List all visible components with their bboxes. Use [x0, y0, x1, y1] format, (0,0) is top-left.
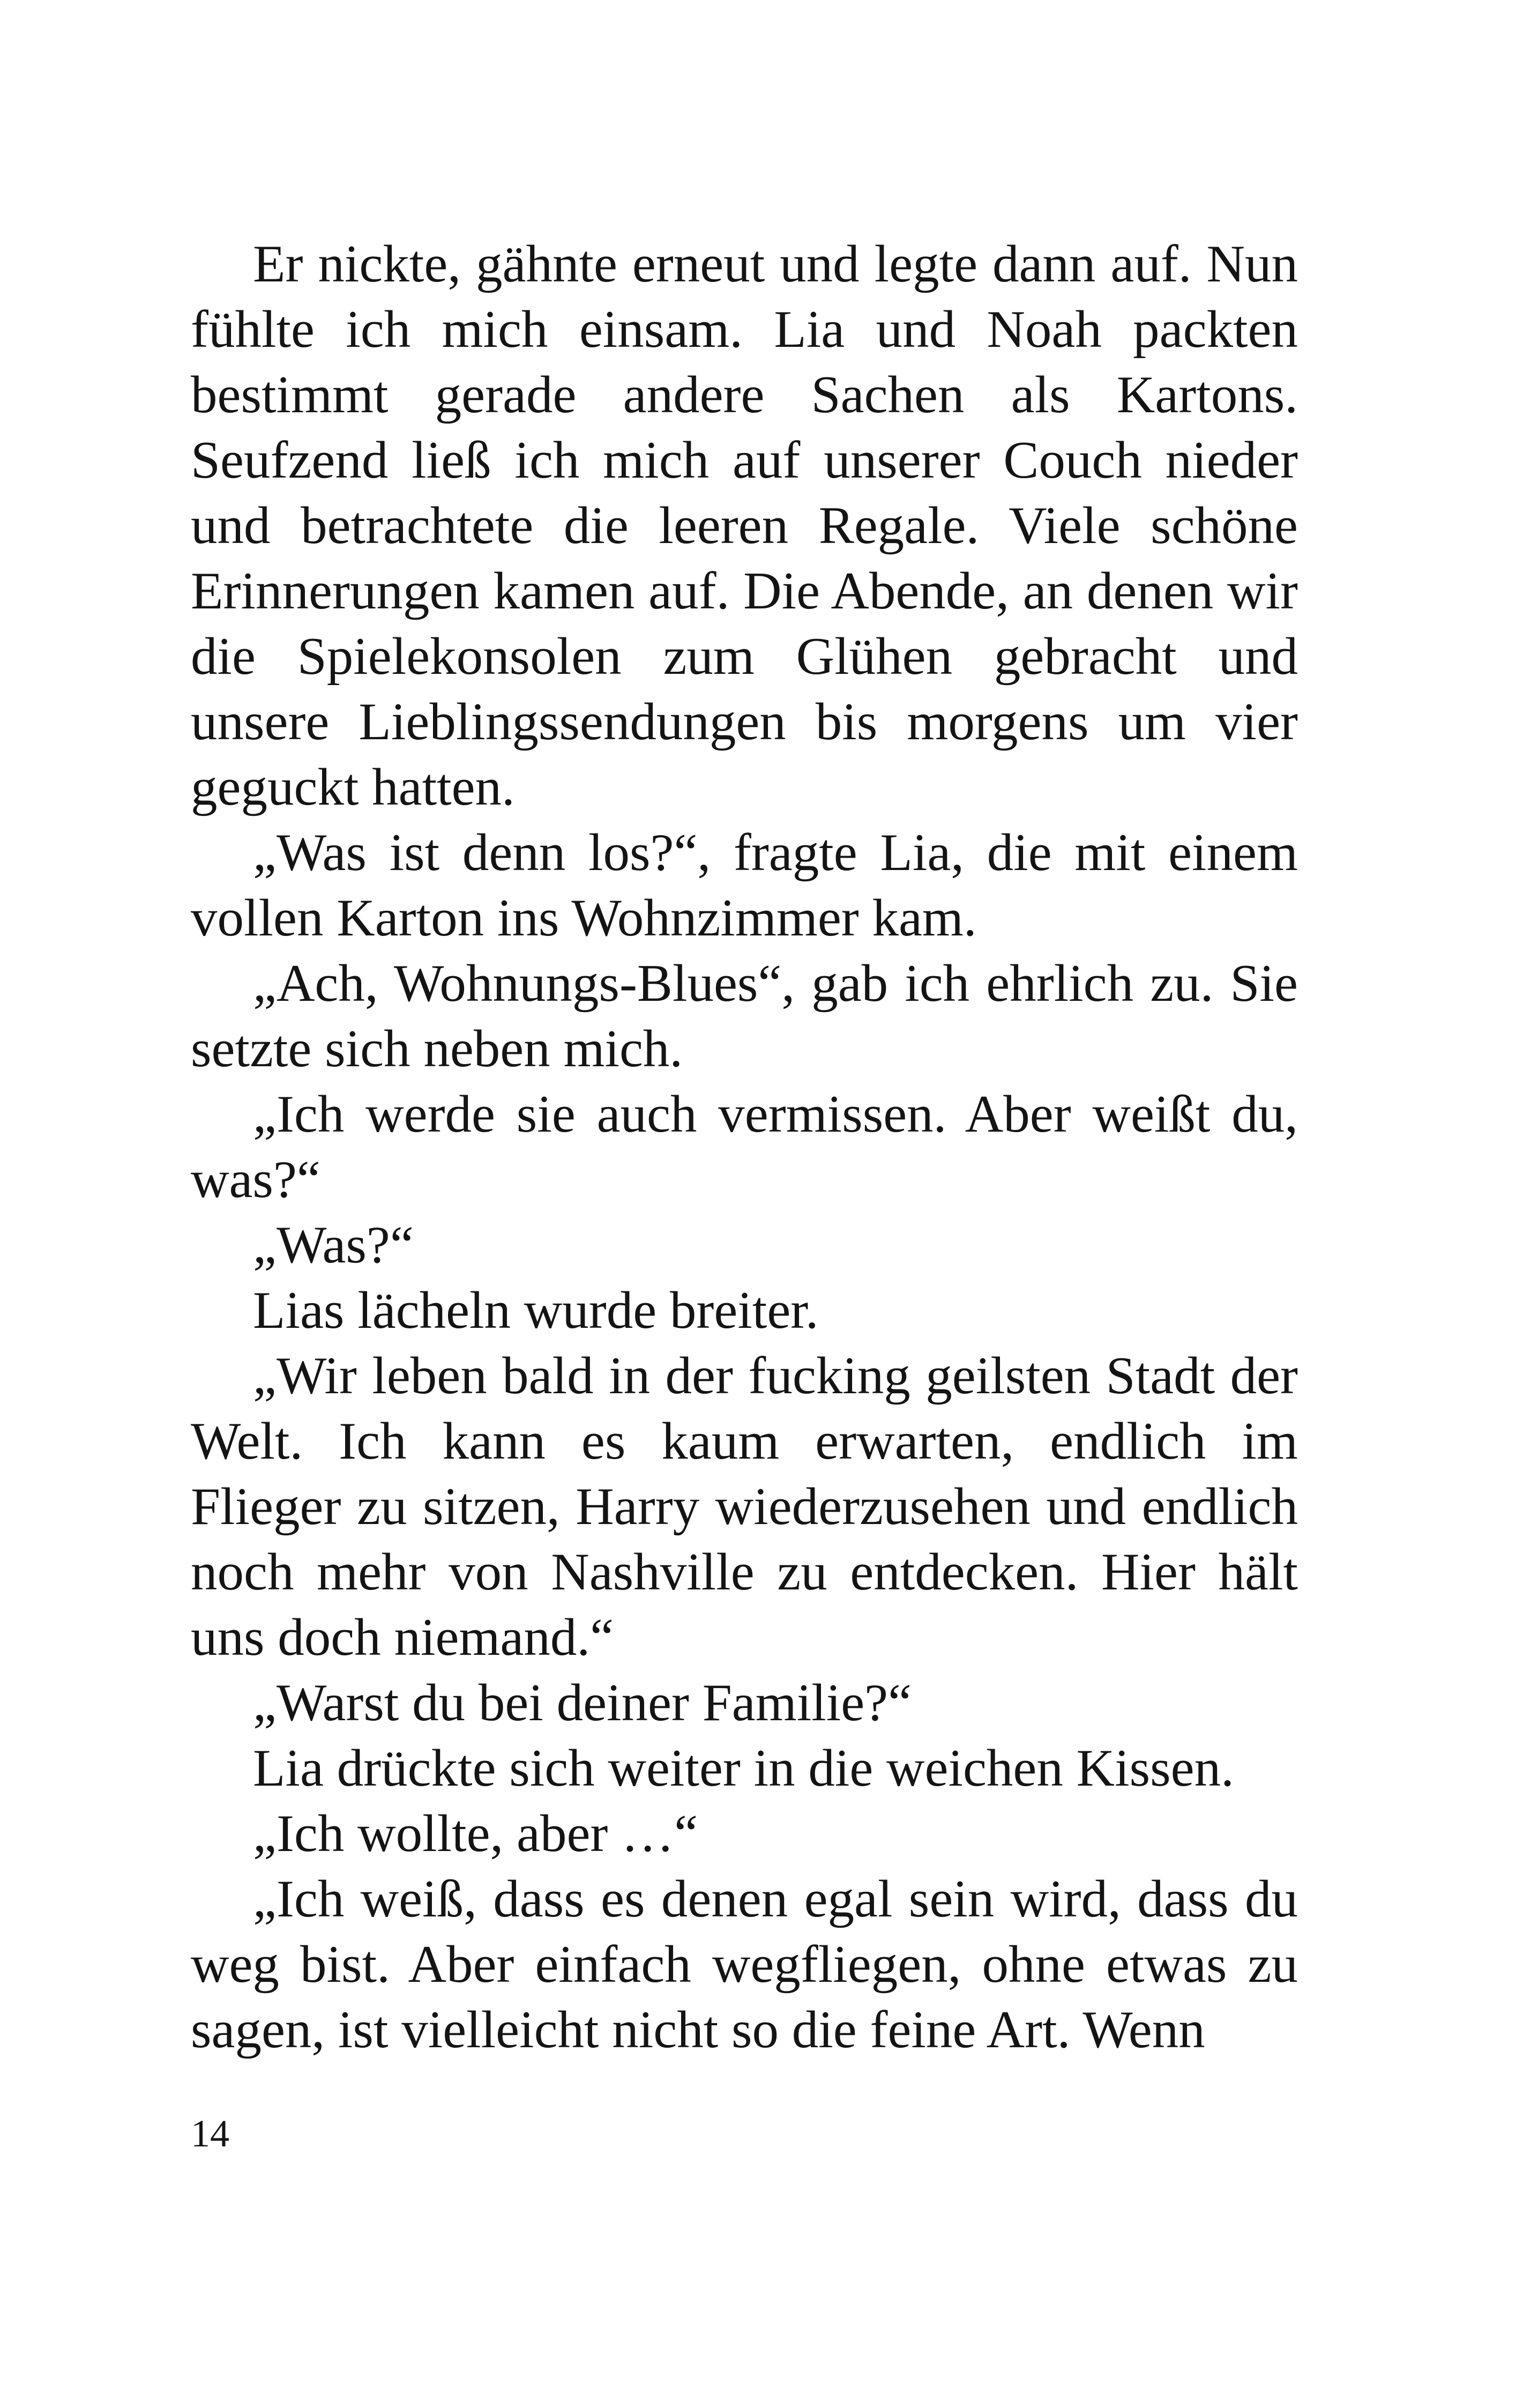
paragraph: „Ich weiß, dass es denen egal sein wird, dass du weg bist. Aber einfach wegfliegen, ohne etwas zu sagen, ist vielleicht nicht so die feine Art. Wenn [191, 1870, 1298, 2059]
paragraph: „Ach, Wohnungs-Blues“, gab ich ehrlich zu. Sie setzte sich neben mich. [191, 954, 1298, 1078]
paragraph: „Was ist denn los?“, fragte Lia, die mit einem vollen Karton ins Wohnzimmer kam. [191, 823, 1298, 947]
paragraph: Er nickte, gähnte erneut und legte dann auf. Nun fühlte ich mich einsam. Lia und Noah packten bestimmt gerade andere Sachen als Kartons. Seufzend ließ ich mich auf unserer Couch nieder und betrachtete die leeren Regale. Viele schöne Erinnerungen kamen auf. Die Abende, an denen wir die Spielekonsolen zum Glühen gebracht und unsere Lieblingssendungen bis morgens um vier geguckt hatten. [191, 235, 1298, 816]
body-text [191, 232, 1298, 2063]
paragraph: Lias lächeln wurde breiter. [253, 1281, 819, 1340]
paragraph: „Wir leben bald in der fucking geilsten Stadt der Welt. Ich kann es kaum erwarten, endlich im Flieger zu sitzen, Harry wiederzusehen und endlich noch mehr von Nashville zu entdecken. Hier hält uns doch niemand.“ [191, 1347, 1298, 1667]
paragraph: „Warst du bei deiner Familie?“ [253, 1674, 912, 1732]
page-number: 14 [191, 2112, 229, 2155]
paragraph: Lia drückte sich weiter in die weichen Kissen. [253, 1739, 1234, 1797]
paragraph: „Ich wollte, aber …“ [253, 1804, 698, 1863]
paragraph: „Ich werde sie auch vermissen. Aber weißt du, was?“ [191, 1085, 1298, 1209]
paragraph: „Was?“ [253, 1216, 414, 1274]
